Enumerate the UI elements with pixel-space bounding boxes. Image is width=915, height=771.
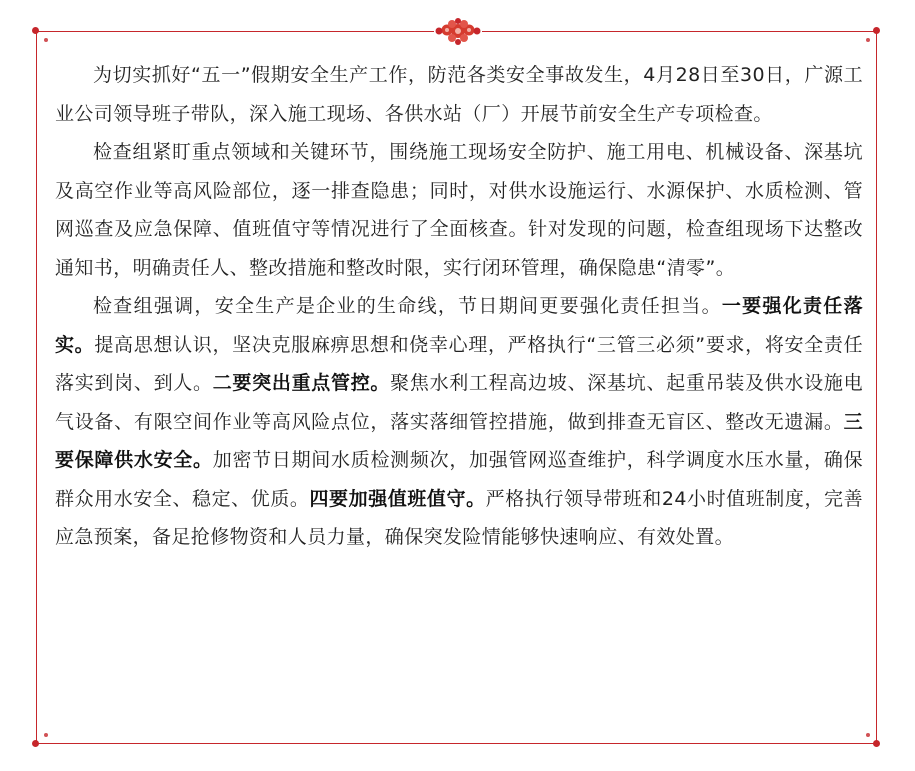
corner-dot-top-right xyxy=(873,27,880,34)
corner-sparkle-dot xyxy=(44,733,48,737)
emphasis-point-3: 三要保障供水安全。 xyxy=(55,410,863,471)
paragraph-3-intro: 检查组强调，安全生产是企业的生命线，节日期间更要强化责任担当。 xyxy=(93,295,722,317)
point-2-text: 聚焦水利工程高边坡、深基坑、起重吊装及供水设施电气设备、有限空间作业等高风险点位，落实落细管控措施，做到排查无盲区、整改无遗漏。 xyxy=(55,372,863,433)
emphasis-point-1: 一要强化责任落实。 xyxy=(55,295,863,356)
corner-sparkle-dot xyxy=(866,733,870,737)
red-flower-ornament-icon xyxy=(430,16,486,46)
corner-sparkle-dot xyxy=(866,38,870,42)
corner-sparkle-dot xyxy=(44,38,48,42)
emphasis-point-4: 四要加强值班值守。 xyxy=(309,487,486,510)
point-4-text: 严格执行领导带班和24小时值班制度，完善应急预案，备足抢修物资和人员力量，确保突发险情能够快速响应、有效处置。 xyxy=(55,487,863,548)
point-1-text: 提高思想认识，坚决克服麻痹思想和侥幸心理，严格执行“三管三必须”要求，将安全责任落实到岗、到人。 xyxy=(55,333,863,394)
paragraph-1: 为切实抓好“五一”假期安全生产工作，防范各类安全事故发生，4月28日至30日，广源工业公司领导班子带队，深入施工现场、各供水站（厂）开展节前安全生产专项检查。 xyxy=(55,64,863,125)
paragraph-2: 检查组紧盯重点领域和关键环节，围绕施工现场安全防护、施工用电、机械设备、深基坑及高空作业等高风险部位，逐一排查隐患；同时，对供水设施运行、水源保护、水质检测、管网巡查及应急保障、值班值守等情况进行了全面核查。针对发现的问题，检查组现场下达整改通知书，明确责任人、整改措施和整改时限，实行闭环管理，确保隐患“清零”。 xyxy=(55,141,863,279)
point-3-text: 加密节日期间水质检测频次，加强管网巡查维护，科学调度水压水量，确保群众用水安全、稳定、优质。 xyxy=(55,449,864,510)
corner-dot-bottom-right xyxy=(873,740,880,747)
corner-dot-top-left xyxy=(32,27,39,34)
emphasis-point-2: 二要突出重点管控。 xyxy=(212,372,391,394)
paragraph-3 xyxy=(55,287,863,557)
article-body xyxy=(55,56,863,557)
corner-dot-bottom-left xyxy=(32,740,39,747)
